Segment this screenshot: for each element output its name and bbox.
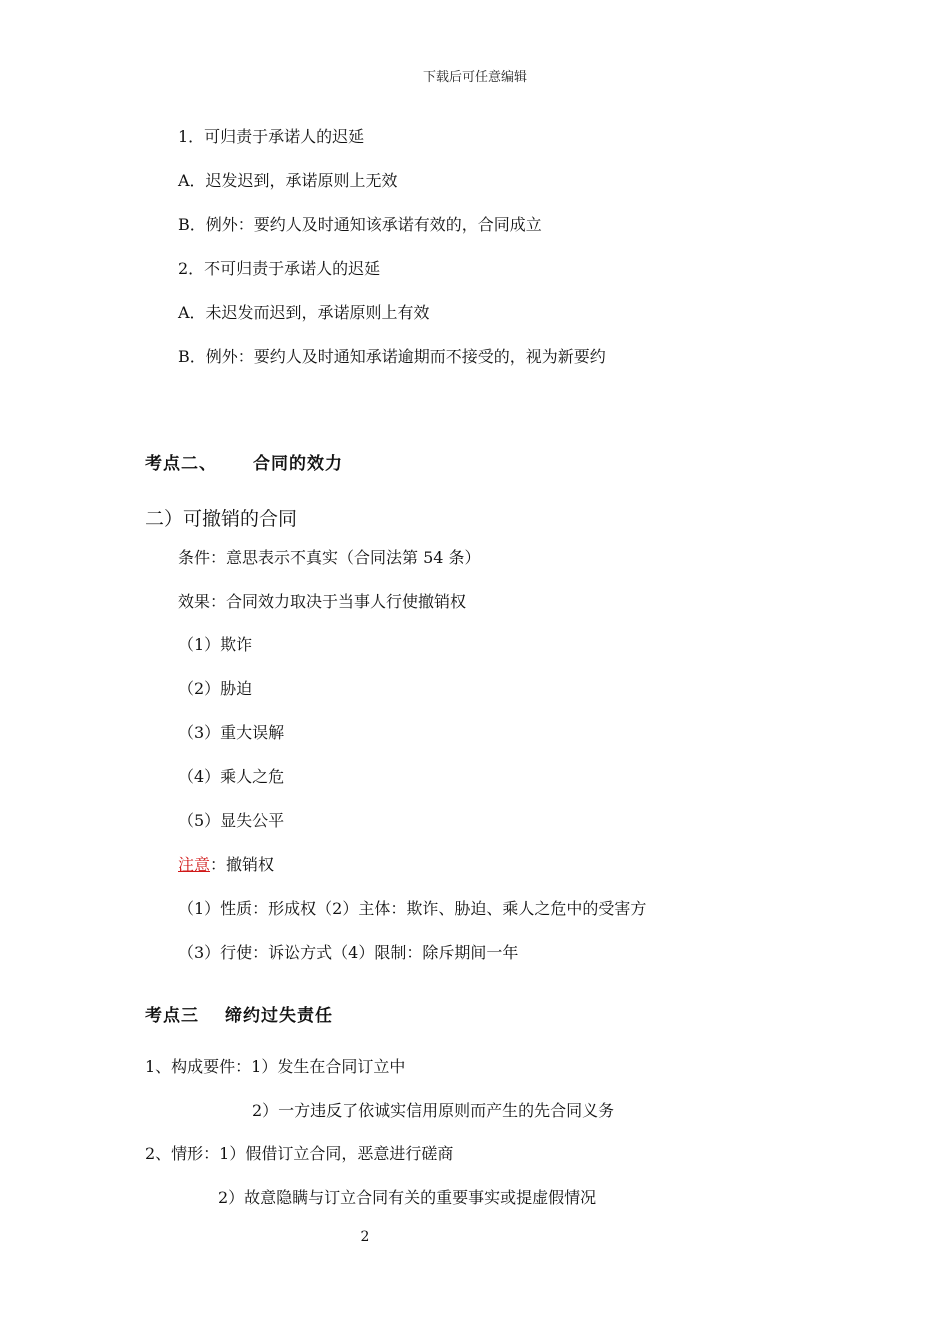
list-item: （4）乘人之危: [178, 767, 285, 786]
text-line: 2、情形：1）假借订立合同，恶意进行磋商: [145, 1144, 454, 1163]
list-item: （5）显失公平: [178, 811, 285, 830]
list-item: （3）重大误解: [178, 723, 285, 742]
section-heading: [145, 1001, 333, 1026]
note-text: ：撤销权: [210, 855, 275, 874]
subheading: 二）可撤销的合同: [145, 508, 298, 530]
note-line: [178, 855, 274, 875]
text-line: 2）一方违反了依诚实信用原则而产生的先合同义务: [252, 1101, 615, 1120]
text-line: A．迟发迟到，承诺原则上无效: [178, 171, 398, 190]
text-line: A．未迟发而迟到，承诺原则上有效: [178, 303, 430, 322]
text-line: 2．不可归责于承诺人的迟延: [178, 259, 381, 278]
text-line: 1．可归责于承诺人的迟延: [178, 127, 365, 146]
section-heading-title: 缔约过失责任: [225, 1006, 333, 1026]
page-number: 2: [360, 1229, 370, 1245]
page-header: 下载后可任意编辑: [422, 70, 527, 85]
section-heading-prefix: 考点二、: [145, 454, 217, 474]
section-heading-title: 合同的效力: [253, 454, 343, 474]
text-line: B．例外：要约人及时通知承诺逾期而不接受的，视为新要约: [178, 347, 606, 366]
section-heading: [145, 449, 343, 474]
text-line: B．例外：要约人及时通知该承诺有效的，合同成立: [178, 215, 542, 234]
list-item: （2）胁迫: [178, 679, 253, 698]
list-item: （1）欺诈: [178, 635, 253, 654]
effect-line: 效果：合同效力取决于当事人行使撤销权: [178, 592, 467, 611]
note-detail-line: （1）性质：形成权（2）主体：欺诈、胁迫、乘人之危中的受害方: [178, 899, 647, 918]
note-link[interactable]: 注意: [178, 855, 211, 874]
text-line: 2）故意隐瞒与订立合同有关的重要事实或提虚假情况: [218, 1188, 597, 1207]
condition-line: 条件：意思表示不真实（合同法第 54 条）: [178, 548, 481, 567]
note-detail-line: （3）行使：诉讼方式（4）限制：除斥期间一年: [178, 943, 519, 962]
section-heading-prefix: 考点三: [145, 1006, 199, 1026]
text-line: 1、构成要件：1）发生在合同订立中: [145, 1057, 406, 1076]
